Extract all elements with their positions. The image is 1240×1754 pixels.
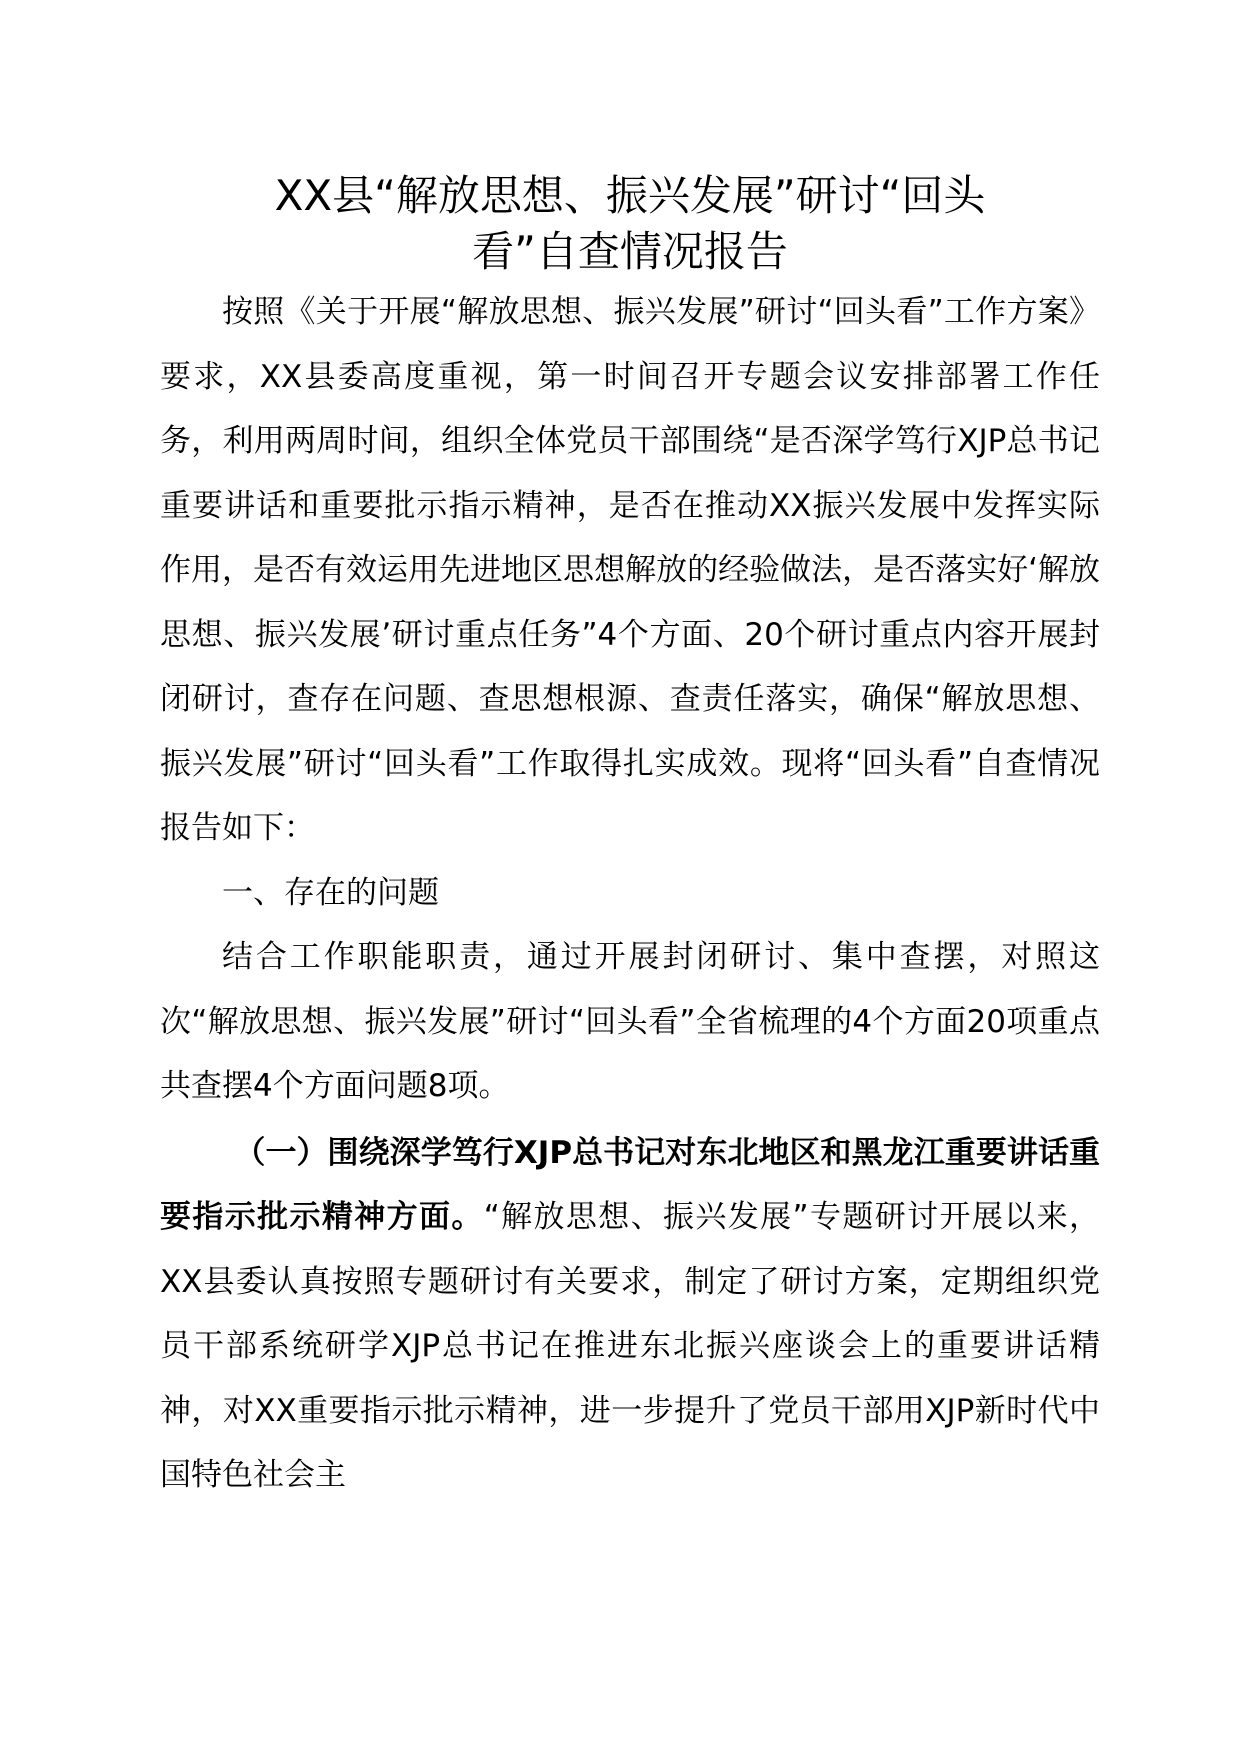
section-1-heading: 一、存在的问题 <box>222 874 439 911</box>
title-line-1: XX县“解放思想、振兴发展”研讨“回头 <box>274 171 986 220</box>
section-1-paragraph: 结合工作职能职责，通过开展封闭研讨、集中查摆，对照这次“解放思想、振兴发展”研讨“回头看”全省梳理的4个方面20项重点共查摆4个方面问题8项。 <box>160 939 1100 1104</box>
document-page <box>160 168 1100 1508</box>
item-1-paragraph <box>160 1121 1100 1508</box>
item-1-lead: （一）围绕深学笃行XJP总书记对东北地区和黑龙江重要讲话重要指示批示精神方面。 <box>160 1134 1100 1235</box>
title-line-2: 看”自查情况报告 <box>472 227 788 276</box>
intro-paragraph: 按照《关于开展“解放思想、振兴发展”研讨“回头看”工作方案》要求，XX县委高度重视，第一时间召开专题会议安排部署工作任务，利用两周时间，组织全体党员干部围绕“是否深学笃行XJP总书记重要讲话和重要批示指示精神，是否在推动XX振兴发展中发挥实际作用，是否有效运用先进地区思想解放的经验做法，是否落实好‘解放思想、振兴发展’研讨重点任务”4个方面、20个研讨重点内容开展封闭研讨，查存在问题、查思想根源、查责任落实，确保“解放思想、振兴发展”研讨“回头看”工作取得扎实成效。现将“回头看”自查情况报告如下： <box>160 294 1100 846</box>
item-1-body: “解放思想、振兴发展”专题研讨开展以来，XX县委认真按照专题研讨有关要求，制定了研讨方案，定期组织党员干部系统研学XJP总书记在推进东北振兴座谈会上的重要讲话精神，对XX重要指示批示精神，进一步提升了党员干部用XJP新时代中国特色社会主 <box>160 1199 1100 1493</box>
document-title <box>160 168 1100 280</box>
